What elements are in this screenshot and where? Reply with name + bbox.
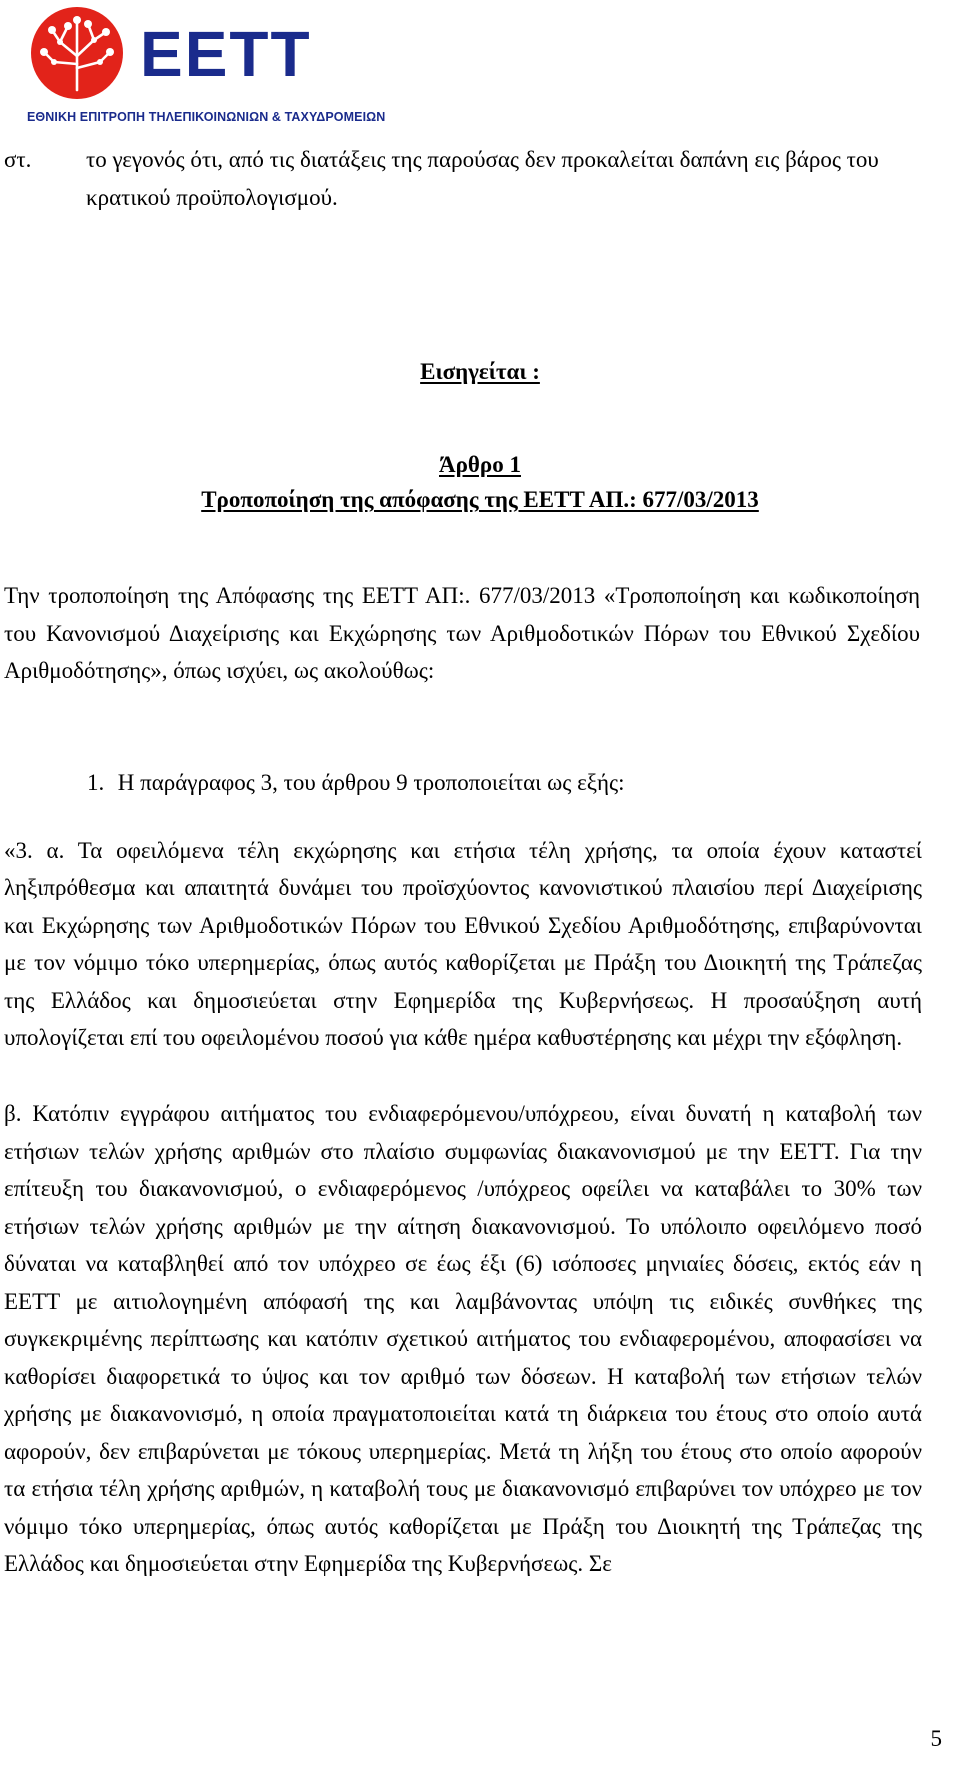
list-item-text: Η παράγραφος 3, του άρθρου 9 τροποποιείται ως εξής:	[117, 770, 625, 795]
heading-eisigeitai-text: Εισηγείται :	[420, 359, 540, 384]
page-number: 5	[930, 1726, 942, 1751]
heading-eisigeitai	[0, 355, 960, 389]
eett-logo-mark-icon	[30, 6, 124, 100]
list-item-label: στ.	[4, 147, 32, 172]
eett-logo	[27, 6, 387, 124]
heading-article-title	[0, 483, 960, 517]
intro-paragraph: Την τροποποίηση της Απόφασης της ΕΕΤΤ ΑΠ:. 677/03/2013 «Τροποποίηση και κωδικοποίηση του Κανονισμού Διαχείρισης και Εκχώρησης των Αριθμοδοτικών Πόρων του Εθνικού Σχεδίου Αριθμοδότησης», όπως ισχύει, ως ακολούθως:	[4, 583, 920, 683]
list-item-text: το γεγονός ότι, από τις διατάξεις της παρούσας δεν προκαλείται δαπάνη εις βάρος του κρατικού προϋπολογισμού.	[86, 147, 879, 210]
heading-article-title-text: Τροποποίηση της απόφασης της ΕΕΤΤ ΑΠ.: 677/03/2013	[201, 487, 759, 512]
paragraph-a: «3. α. Τα οφειλόμενα τέλη εκχώρησης και ετήσια τέλη χρήσης, τα οποία έχουν καταστεί ληξιπρόθεσμα και απαιτητά δυνάμει του προϊσχύοντος κανονιστικού πλαισίου περί Διαχείρισης και Εκχώρησης των Αριθμοδοτικών Πόρων του Εθνικού Σχεδίου Αριθμοδότησης, επιβαρύνονται με τον νόμιμο τόκο υπερημερίας, όπως αυτός καθορίζεται με Πράξη του Διοικητή της Τράπεζας της Ελλάδος και δημοσιεύεται στην Εφημερίδα της Κυβερνήσεως. Η προσαύξηση αυτή υπολογίζεται επί του οφειλομένου ποσού για κάθε ημέρα καθυστέρησης και μέχρι την εξόφληση.	[4, 838, 922, 1051]
list-item-1	[87, 764, 887, 802]
logo-wordmark: ΕΕΤΤ	[140, 18, 312, 90]
list-item-number: 1.	[87, 770, 105, 795]
heading-article-text: Άρθρο 1	[439, 452, 521, 477]
organization-name: ΕΘΝΙΚΗ ΕΠΙΤΡΟΠΗ ΤΗΛΕΠΙΚΟΙΝΩΝΙΩΝ & ΤΑΧΥΔΡΟΜΕΙΩΝ	[27, 110, 386, 124]
heading-article	[0, 448, 960, 482]
paragraph-b: β. Κατόπιν εγγράφου αιτήματος του ενδιαφερόμενου/υπόχρεου, είναι δυνατή η καταβολή των ετήσιων τελών χρήσης αριθμών στο πλαίσιο συμφωνίας διακανονισμού με την ΕΕΤΤ. Για την επίτευξη του διακανονισμού, ο ενδιαφερόμενος /υπόχρεος οφείλει να καταβάλει το 30% των ετήσιων τελών χρήσης αριθμών με την αίτηση διακανονισμού. Το υπόλοιπο οφειλόμενο ποσό δύναται να καταβληθεί από τον υπόχρεο σε έως έξι (6) ισόποσες μηνιαίες δόσεις, εκτός εάν η ΕΕΤΤ με αιτιολογημένη απόφασή της και λαμβάνοντας υπόψη τις ειδικές συνθήκες της συγκεκριμένης περίπτωσης και κατόπιν σχετικού αιτήματος του ενδιαφερομένου, αποφασίσει να καθορίσει διαφορετικά το ύψος και τον αριθμό των δόσεων. Η καταβολή των ετήσιων τελών χρήσης με διακανονισμό, η οποία πραγματοποιείται κατά τη διάρκεια του έτους στο οποίο αυτά αφορούν, δεν επιβαρύνεται με τόκους υπερημερίας. Μετά τη λήξη του έτους στο οποίο αφορούν τα ετήσια τέλη χρήσης αριθμών, η καταβολή τους με διακανονισμό επιβαρύνει τον υπόχρεο με τον νόμιμο τόκο υπερημερίας, όπως αυτός καθορίζεται με Πράξη του Διοικητή της Τράπεζας της Ελλάδος και δημοσιεύεται στην Εφημερίδα της Κυβερνήσεως. Σε	[4, 1101, 922, 1576]
